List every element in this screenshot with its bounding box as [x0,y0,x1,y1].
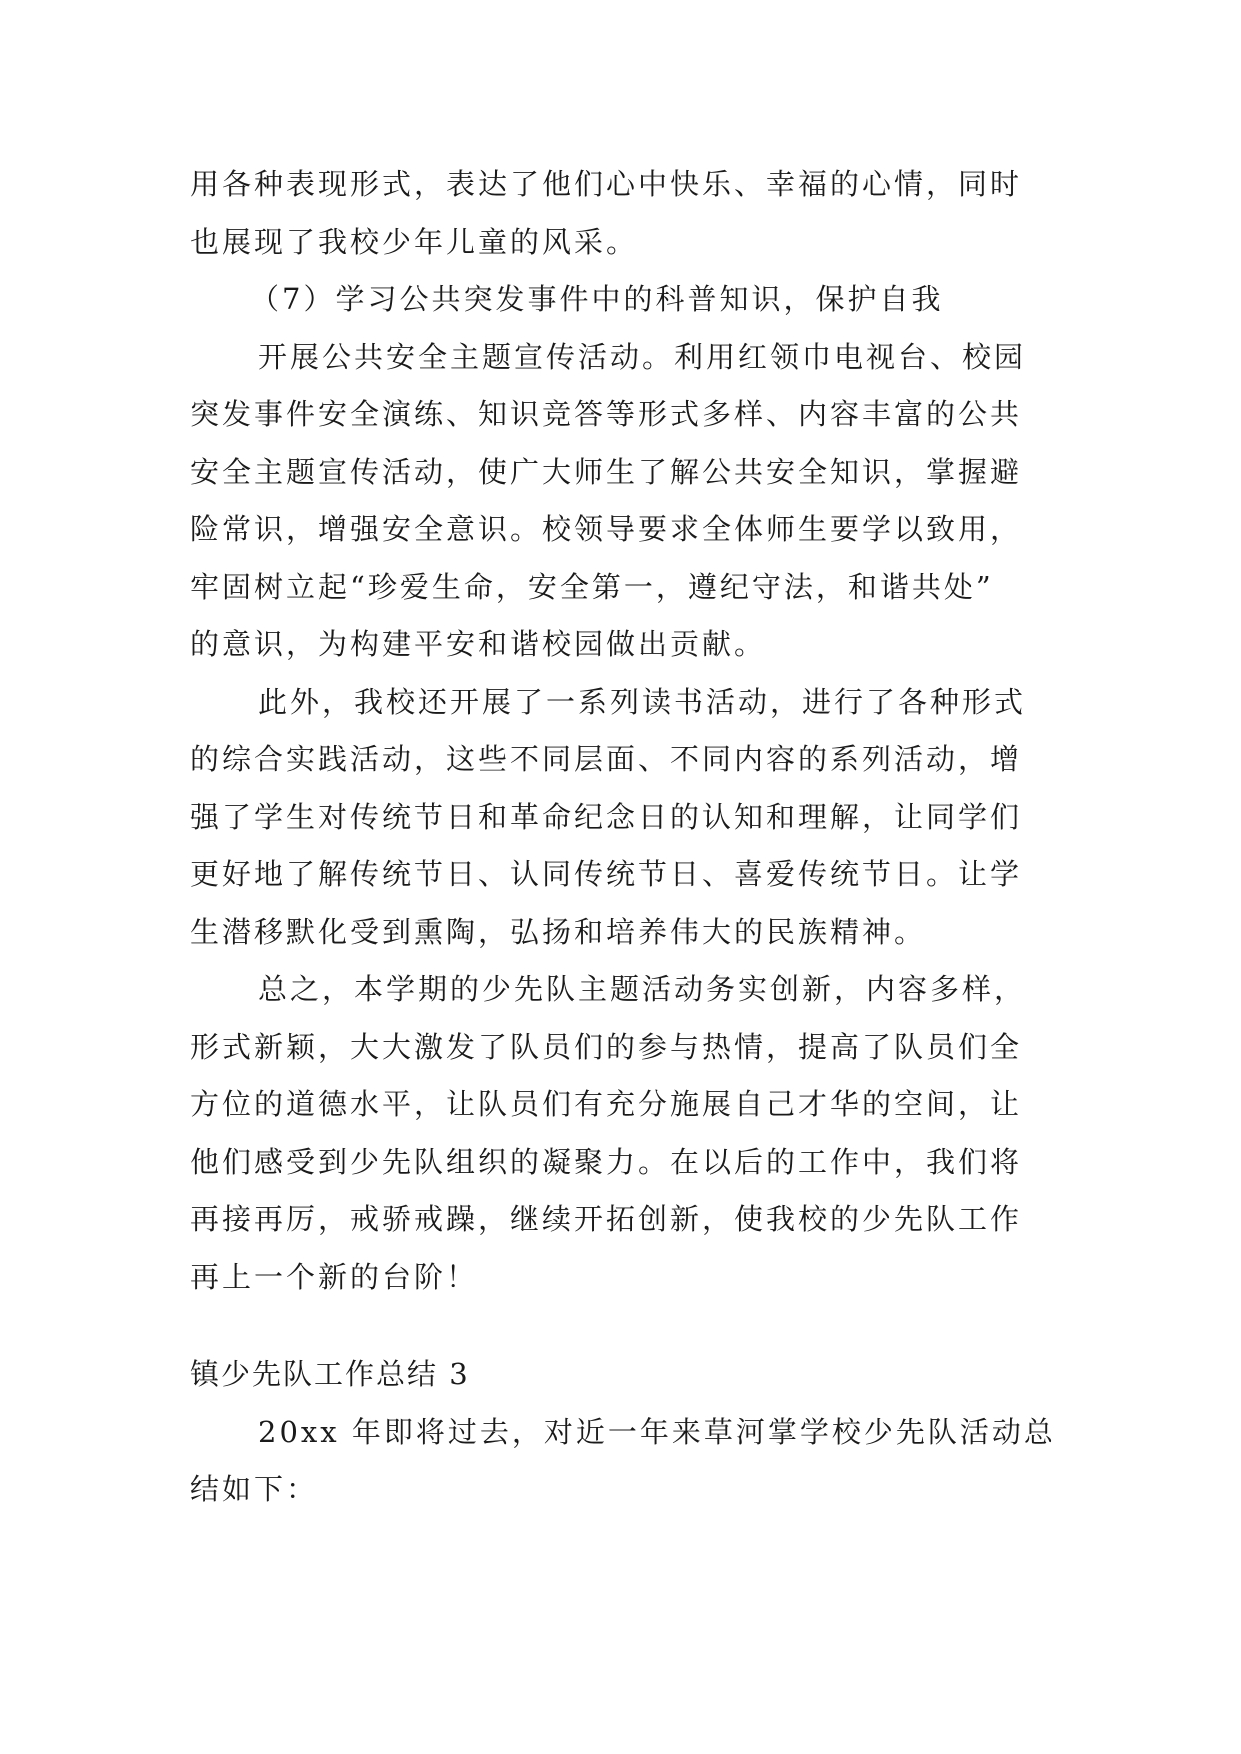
paragraph-start: 总之，本学期的少先队主题活动务实创新，内容多样， [258,972,1027,1006]
paragraph-start: 开展公共安全主题宣传活动。利用红领巾电视台、校园 [258,339,1027,374]
document-body [190,156,1070,1519]
text-line: 生潜移默化受到熏陶，弘扬和培养伟大的民族精神。 [190,914,927,949]
section-subheading: （7）学习公共突发事件中的科普知识，保护自我 [250,282,944,316]
text-line: 他们感受到少先队组织的凝聚力。在以后的工作中，我们将 [190,1144,1023,1179]
text-line: 用各种表现形式，表达了他们心中快乐、幸福的心情，同时 [190,167,1023,201]
text-line: 险常识，增强安全意识。校领导要求全体师生要学以致用， [190,512,1023,546]
text-line: 也展现了我校少年儿童的风采。 [190,224,639,259]
text-line: 突发事件安全演练、知识竞答等形式多样、内容丰富的公共 [190,397,1023,431]
text-line: 再上一个新的台阶！ [190,1259,479,1294]
text-line: 牢固树立起“珍爱生命，安全第一，遵纪守法，和谐共处” [190,569,994,604]
text-line: 的意识，为构建平安和谐校园做出贡献。 [190,627,767,661]
text-line: 安全主题宣传活动，使广大师生了解公共安全知识，掌握避 [190,454,1023,489]
text-line: 形式新颖，大大激发了队员们的参与热情，提高了队员们全 [190,1029,1023,1064]
paragraph-start: 此外，我校还开展了一系列读书活动，进行了各种形式 [258,684,1027,719]
paragraph-start: 20xx 年即将过去，对近一年来草河掌学校少先队活动总 [258,1414,1056,1449]
text-line: 方位的道德水平，让队员们有充分施展自己才华的空间，让 [190,1087,1023,1121]
text-line: 更好地了解传统节日、认同传统节日、喜爱传统节日。让学 [190,857,1023,891]
text-line: 的综合实践活动，这些不同层面、不同内容的系列活动，增 [190,742,1023,776]
text-line: 再接再厉，戒骄戒躁，继续开拓创新，使我校的少先队工作 [190,1202,1023,1236]
text-line: 结如下： [190,1472,319,1506]
section-spacer [190,1306,1070,1346]
text-line: 强了学生对传统节日和革命纪念日的认知和理解，让同学们 [190,799,1023,834]
section-title: 镇少先队工作总结 3 [190,1357,470,1391]
